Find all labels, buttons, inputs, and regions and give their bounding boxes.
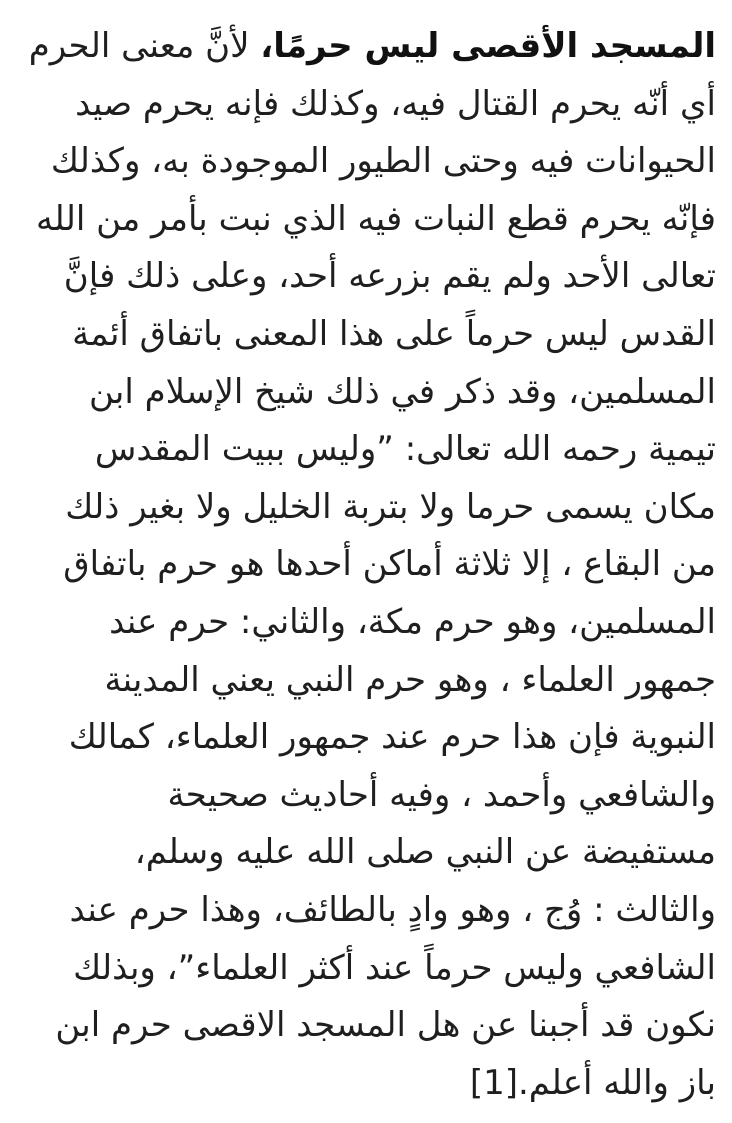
reference-link[interactable]: [1]: [469, 1062, 518, 1103]
article-paragraph: [28, 18, 716, 1112]
lead-phrase: المسجد الأقصى ليس حرمًا،: [260, 26, 716, 66]
body-text: لأنَّ معنى الحرم أي أنّه يحرم القتال فيه، وكذلك فإنه يحرم صيد الحيوانات فيه وحتى الطيور الموجودة به، وكذلك فإنّه يحرم قطع النبات فيه الذي نبت بأمر من الله تعالى الأحد ولم يقم بزرعه أحد، وعلى ذلك فإنَّ القدس ليس حرماً على هذا المعنى باتفاق أئمة المسلمين، وقد ذكر في ذلك شيخ الإسلام ابن تيمية رحمه الله تعالى: ”وليس ببيت المقدس مكان يسمى حرما ولا بتربة الخليل ولا بغير ذلك من البقاع ، إلا ثلاثة أماكن أحدها هو حرم باتفاق المسلمين، وهو حرم مكة، والثاني: حرم عند جمهور العلماء ، وهو حرم النبي يعني المدينة النبوية فإن هذا حرم عند جمهور العلماء، كمالك والشافعي وأحمد ، وفيه أحاديث صحيحة مستفيضة عن النبي صلى الله عليه وسلم، والثالث : وُج ، وهو وادٍ بالطائف، وهذا حرم عند الشافعي وليس حرماً عند أكثر العلماء”، وبذلك نكون قد أجبنا عن هل المسجد الاقصى حرم ابن باز والله أعلم.: [28, 26, 716, 1103]
